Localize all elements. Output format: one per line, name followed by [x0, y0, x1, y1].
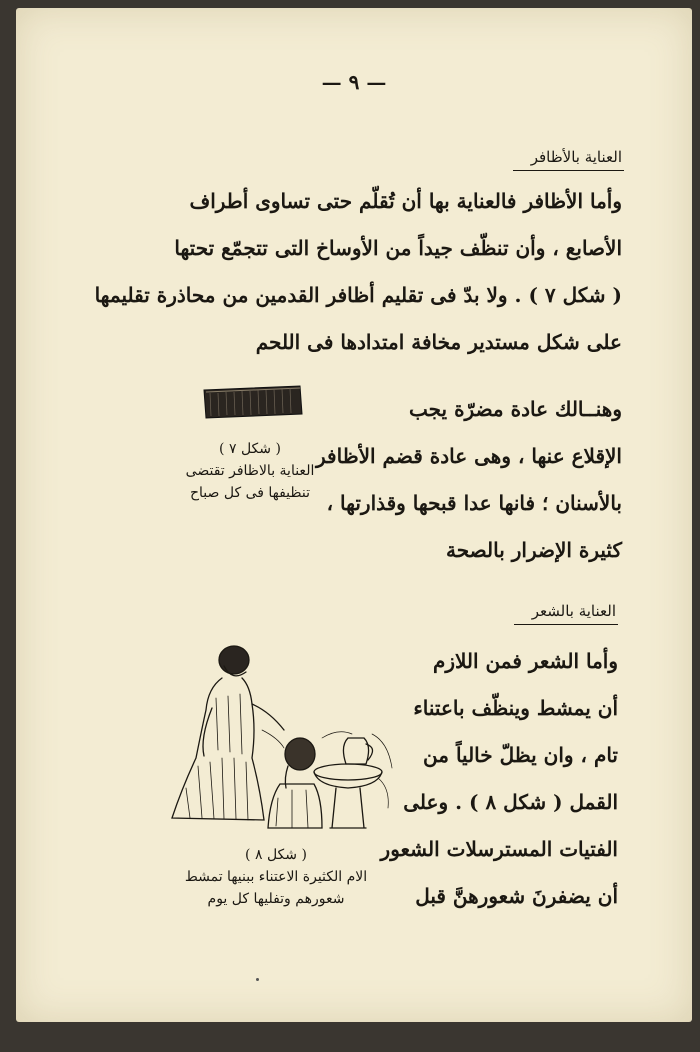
nails-line-3: ( شكل ٧ ) . ولا بدّ فى تقليم أظافر القدمين من محاذرة تقليمها [94, 283, 622, 307]
nails-line-4: على شكل مستدير مخافة امتدادها فى اللحم [255, 330, 622, 354]
nails-line-2: الأصابع ، وأن تنظّف جيداً من الأوساخ التى تتجمّع تحتها [174, 236, 622, 260]
hair-line-2: أن يمشط وينظّف باعتناء [413, 696, 618, 720]
nails-line-1: وأما الأظافر فالعناية بها أن تُقلّم حتى تساوى أطراف [189, 189, 622, 213]
hair-line-3: تام ، وان يظلّ خالياً من [423, 743, 618, 767]
nails-paragraph [94, 178, 622, 366]
habit-line-3: بالأسنان ؛ فانها عدا قبحها وقذارتها ، [326, 491, 622, 515]
hair-line-1: وأما الشعر فمن اللازم [432, 649, 618, 673]
book-page [16, 8, 692, 1022]
section-heading-nails: العناية بالأظافر [513, 148, 624, 171]
hair-line-5: الفتيات المسترسلات الشعور [380, 837, 618, 861]
hair-line-4: القمل ( شكل ٨ ) . وعلى [403, 790, 618, 814]
figure-8-caption-line2: شعورهم وتفليها كل يوم [207, 891, 345, 907]
ink-speck [256, 978, 259, 981]
nail-brush-illustration [200, 384, 304, 420]
figure-7-caption-line1: العناية بالاظافر تقتضى [185, 463, 315, 479]
figure-7-label: ( شكل ٧ ) [219, 441, 281, 457]
page-number: — ٩ — [321, 70, 387, 94]
figure-8-label: ( شكل ٨ ) [245, 847, 307, 863]
figure-7-caption-line2: تنظيفها فى كل صباح [189, 485, 311, 501]
habit-line-2: الإقلاع عنها ، وهى عادة قضم الأظافر [316, 444, 622, 468]
section-heading-hair: العناية بالشعر [514, 602, 618, 625]
figure-8-caption-line1: الام الكثيرة الاعتناء ببنيها تمشط [184, 869, 368, 885]
hair-paragraph [380, 638, 618, 920]
mother-combing-hair-illustration [152, 638, 398, 842]
habit-line-4: كثيرة الإضرار بالصحة [446, 538, 622, 562]
figure-7-caption [170, 438, 330, 504]
figure-8-caption [146, 844, 406, 910]
hair-line-6: أن يضفرنَ شعورهنَّ قبل [415, 884, 618, 908]
habit-paragraph [316, 386, 622, 574]
habit-line-1: وهنــالك عادة مضرّة يجب [409, 397, 622, 421]
